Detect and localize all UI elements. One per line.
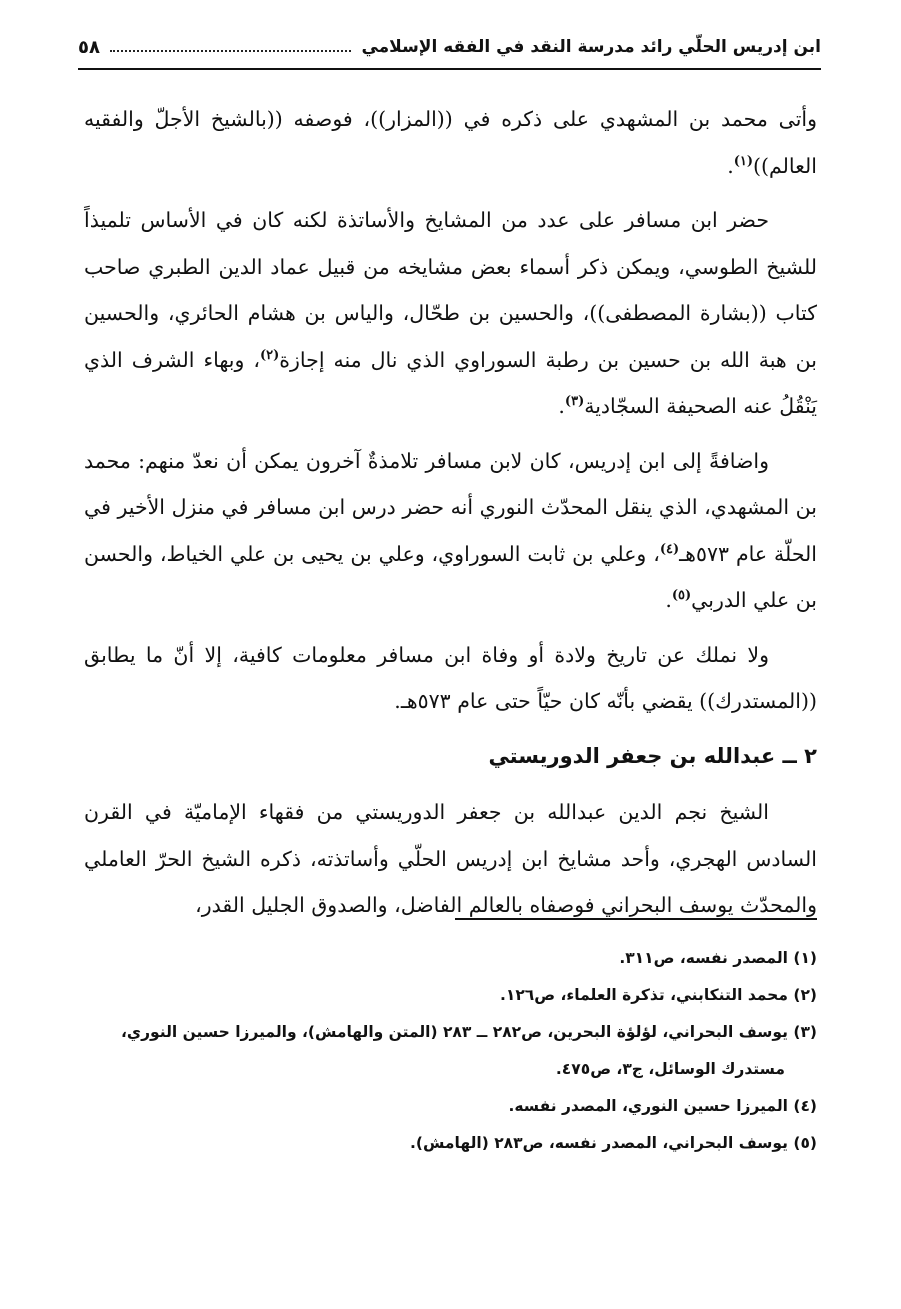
running-header: [78, 30, 821, 64]
paragraph-2-end: .: [558, 394, 565, 418]
footnote-1: (١) المصدر نفسه، ص٣١١.: [619, 949, 817, 967]
paragraph-1-end: .: [727, 153, 734, 178]
page-number: ٥٨: [78, 36, 100, 58]
running-header-title: ابن إدريس الحلّي رائد مدرسة النقد في الفقه الإسلامي: [361, 37, 821, 57]
paragraph-3-end: .: [665, 588, 672, 612]
footnote-2: (٢) محمد التنكابني، تذكرة العلماء، ص١٢٦.: [499, 986, 817, 1004]
footnote-separator: [455, 918, 817, 920]
footnote-ref-3: (٣): [564, 394, 585, 410]
footnote-ref-2: (٢): [259, 347, 280, 363]
footnote-ref-4: (٤): [659, 541, 680, 557]
footnote-ref-5: (٥): [671, 588, 692, 604]
paragraph-3-text: واضافةً إلى ابن إدريس، كان لابن مسافر تلامذةٌ آخرون يمكن أن نعدّ منهم: محمد بن المشهدي، الذي ينقل المحدّث النوري أنه حضر درس ابن مسافر في منزل الأخير في الحلّة عام ٥٧٣هـ: [84, 448, 818, 566]
footnote-5: (٥) يوسف البحراني، المصدر نفسه، ص٢٨٣ (الهامش).: [410, 1134, 817, 1152]
header-leader-dots: [110, 50, 351, 52]
footnote-ref-1: (١): [733, 153, 754, 169]
paragraph-4: ولا نملك عن تاريخ ولادة أو وفاة ابن مسافر معلومات كافية، إلا أنّ ما يطابق ((المستدرك)) يقضي بأنّه كان حيّاً حتى عام ٥٧٣هـ.: [84, 642, 817, 713]
paragraph-5: الشيخ نجم الدين عبدالله بن جعفر الدوريستي من فقهاء الإماميّة في القرن السادس الهجري، وأحد مشايخ ابن إدريس الحلّي وأساتذته، ذكره الشيخ الحرّ العاملي والمحدّث يوسف البحراني فوصفاه بالعالم الفاضل، والصدوق الجليل القدر،: [84, 800, 817, 917]
main-text: [84, 96, 817, 937]
paragraph-3-mid: ، وعلي بن ثابت السوراوي، وعلي بن يحيى بن علي الخياط، والحسن بن علي الدربي: [84, 541, 817, 612]
footnote-3: (٣) يوسف البحراني، لؤلؤة البحرين، ص٢٨٢ ــ ٢٨٣ (المتن والهامش)، والميرزا حسين النوري، مستدرك الوسائل، ج٣، ص٤٧٥.: [121, 1023, 817, 1078]
paragraph-2-mid: ، وبهاء الشرف الذي يَنْقُلُ عنه الصحيفة السجّادية: [84, 347, 817, 418]
footnote-4: (٤) الميرزا حسين النوري، المصدر نفسه.: [508, 1097, 817, 1115]
paragraph-2-text: حضر ابن مسافر على عدد من المشايخ والأساتذة لكنه كان في الأساس تلميذاً للشيخ الطوسي، ويمكن ذكر أسماء بعض مشايخه من قبيل عماد الدين الطبري صاحب كتاب ((بشارة المصطفى))، والحسين بن طحّال، والياس بن هشام الحائري، والحسين بن هبة الله بن حسين بن رطبة السوراوي الذي نال منه إجازة: [84, 208, 817, 372]
footnotes: [84, 940, 817, 1162]
section-heading: ٢ ــ عبدالله بن جعفر الدوريستي: [488, 743, 817, 768]
paragraph-3: [84, 438, 817, 624]
paragraph-1-text: وأتى محمد بن المشهدي على ذكره في ((المزار))، فوصفه ((بالشيخ الأجلّ والفقيه العالم)): [84, 107, 817, 178]
header-rule: [78, 68, 821, 70]
paragraph-2: [84, 197, 817, 430]
paragraph-1: [84, 96, 817, 189]
